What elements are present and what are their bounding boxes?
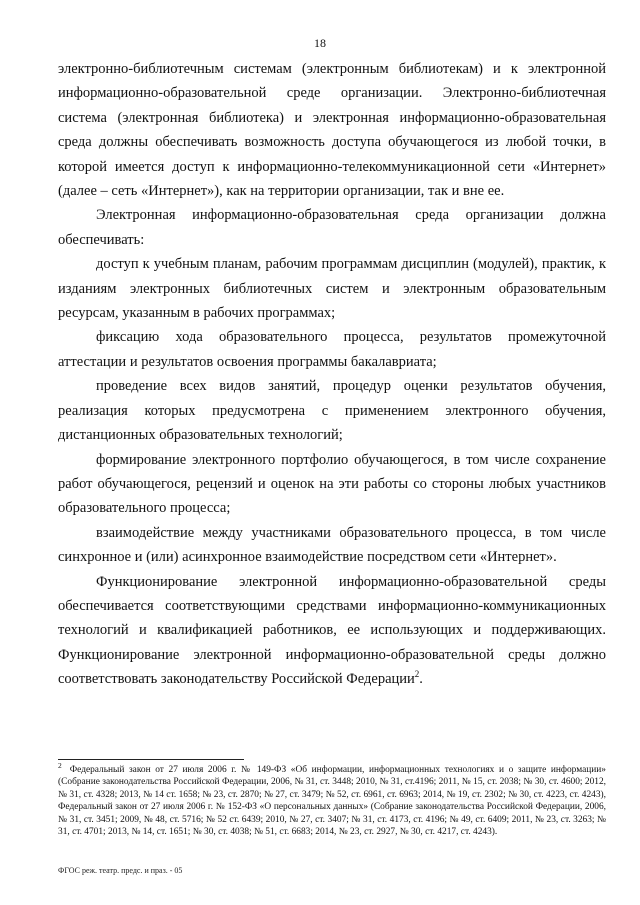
list-item-fixation: фиксацию хода образовательного процесса, результатов промежуточной аттестации и результатов освоения программы бакалавриата; (58, 329, 606, 370)
page-number: 18 (314, 36, 326, 50)
list-item-access: доступ к учебным планам, рабочим программам дисциплин (модулей), практик, к изданиям электронных библиотечных систем и электронным образовательным ресурсам, указанным в рабочих программах; (58, 256, 606, 322)
paragraph-functioning-text: Функционирование электронной информационно-образовательной среды обеспечивается соответствующими средствами информационно-коммуникационных технологий и квалификацией работников, ее использующих и поддерживающих. Функционирование электронной информационно-образовательной среды должно соответствовать законодательству Российской Федерации (58, 573, 606, 688)
paragraph-eios-intro: Электронная информационно-образовательная среда организации должна обеспечивать: (58, 207, 606, 248)
footnote-text: Федеральный закон от 27 июля 2006 г. № 149-ФЗ «Об информации, информационных технологиях и о защите информации» (Собрание законодательства Российской Федерации, 2006, № 31, ст. 3448; 2010, № 31, ст.4196; 2011, № 15, ст. 2038; № 30, ст. 4600; 2012, № 31, ст. 4328; 2013, № 14 ст. 1658; № 23, ст. 2870; № 27, ст. 3479; № 52, ст. 6961, ст. 6963; 2014, № 19, ст. 2302; № 30, ст. 4223, ст. 4243), Федеральный закон от 27 июля 2006 г. № 152-ФЗ «О персональных данных» (Собрание законодательства Российской Федерации, 2006, № 31, ст. 3451; 2009, № 48, ст. 5716; № 52 ст. 6439; 2010, № 27, ст. 3407; № 31, ст. 4173, ст. 4196; № 49, ст. 6409; 2011, № 23, ст. 3263; № 31, ст. 4701; 2013, № 14, ст. 1651; № 30, ст. 4038; № 51, ст. 6683; 2014, № 23, ст. 2927, № 30, ст. 4217, ст. 4243). (58, 765, 606, 838)
footnote-reference[interactable]: 2 (414, 669, 420, 680)
body-text (58, 57, 606, 692)
paragraph-continuation: электронно-библиотечным системам (электронным библиотекам) и к электронной информационно-образовательной среде организации. Электронно-библиотечная система (электронная библиотека) и электронная информационно-образовательная среда должны обеспечивать возможность доступа обучающегося из любой точки, в которой имеется доступ к информационно-телекоммуникационной сети «Интернет» (далее – сеть «Интернет»), как на территории организации, так и вне ее. (58, 61, 606, 200)
paragraph-functioning-end: . (419, 671, 423, 688)
footnote (58, 760, 606, 838)
paragraph-functioning (58, 570, 606, 692)
document-code: ФГОС реж. театр. предс. и праз. - 05 (58, 866, 183, 875)
footnote-number: 2 (58, 760, 62, 770)
footnote-divider (58, 759, 244, 760)
list-item-classes: проведение всех видов занятий, процедур оценки результатов обучения, реализация которых предусмотрена с применением электронного обучения, дистанционных образовательных технологий; (58, 378, 606, 444)
list-item-interaction: взаимодействие между участниками образовательного процесса, в том числе синхронное и (или) асинхронное взаимодействие посредством сети «Интернет». (58, 524, 606, 566)
list-item-portfolio: формирование электронного портфолио обучающегося, в том числе сохранение работ обучающегося, рецензий и оценок на эти работы со стороны любых участников образовательного процесса; (58, 451, 606, 517)
